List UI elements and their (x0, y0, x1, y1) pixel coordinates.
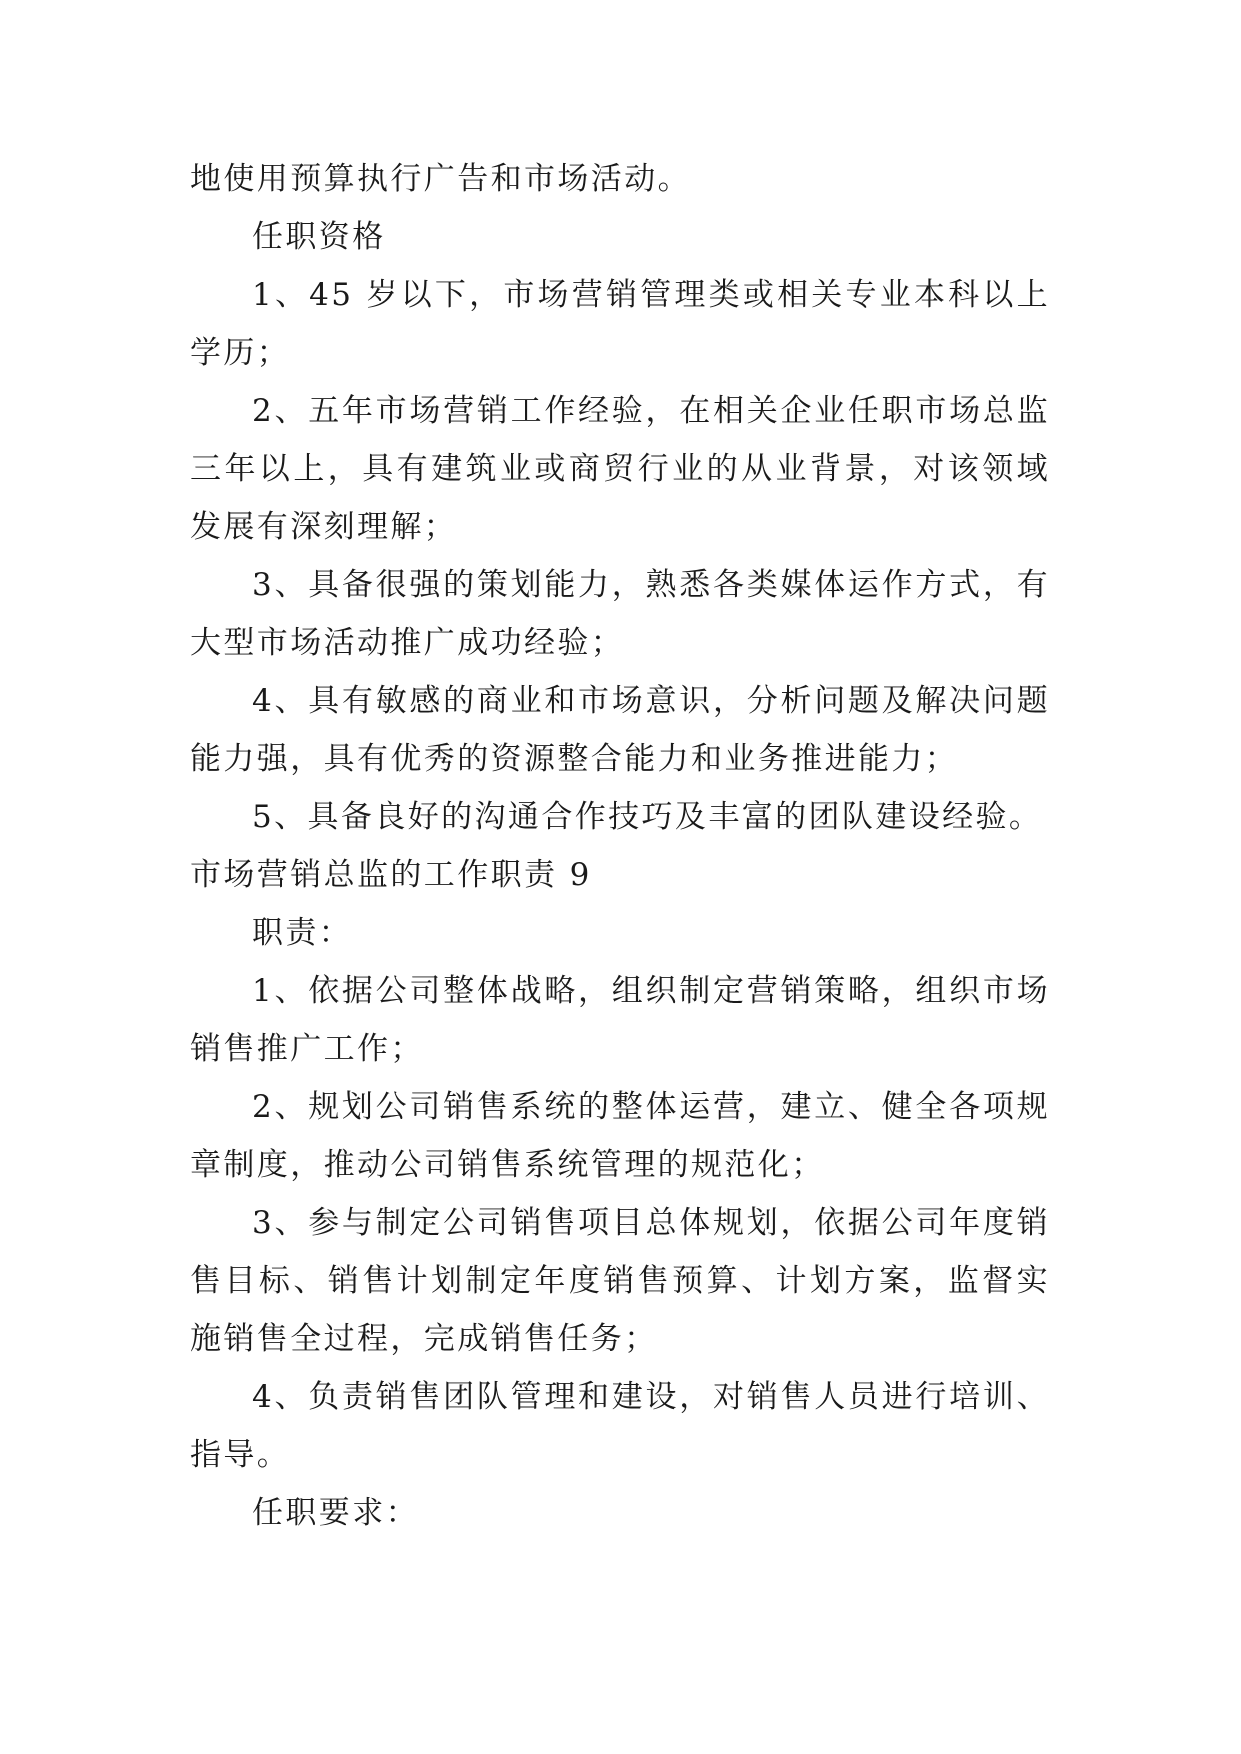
section-title: 市场营销总监的工作职责 9 (190, 857, 592, 893)
list-item: 3、参与制定公司销售项目总体规划，依据公司年度销售目标、销售计划制定年度销售预算、计划方案，监督实施销售全过程，完成销售任务； (190, 1205, 1050, 1357)
paragraph-continuation: 地使用预算执行广告和市场活动。 (190, 161, 691, 197)
list-item: 5、具备良好的沟通合作技巧及丰富的团队建设经验。 (252, 799, 1043, 835)
section-heading-requirements: 任职要求： (252, 1495, 419, 1531)
list-item: 4、负责销售团队管理和建设，对销售人员进行培训、指导。 (190, 1379, 1050, 1473)
list-item: 3、具备很强的策划能力，熟悉各类媒体运作方式，有大型市场活动推广成功经验； (190, 567, 1050, 661)
document-body (190, 150, 1050, 1542)
list-item: 1、依据公司整体战略，组织制定营销策略，组织市场销售推广工作； (190, 973, 1050, 1067)
section-heading-qualifications: 任职资格 (252, 219, 386, 255)
list-item: 4、具有敏感的商业和市场意识，分析问题及解决问题能力强，具有优秀的资源整合能力和业务推进能力； (190, 683, 1050, 777)
section-heading-duties: 职责： (252, 915, 353, 951)
list-item: 1、45 岁以下，市场营销管理类或相关专业本科以上学历； (190, 277, 1050, 371)
list-item: 2、规划公司销售系统的整体运营，建立、健全各项规章制度，推动公司销售系统管理的规范化； (190, 1089, 1050, 1183)
list-item: 2、五年市场营销工作经验，在相关企业任职市场总监三年以上，具有建筑业或商贸行业的从业背景，对该领域发展有深刻理解； (190, 393, 1050, 545)
